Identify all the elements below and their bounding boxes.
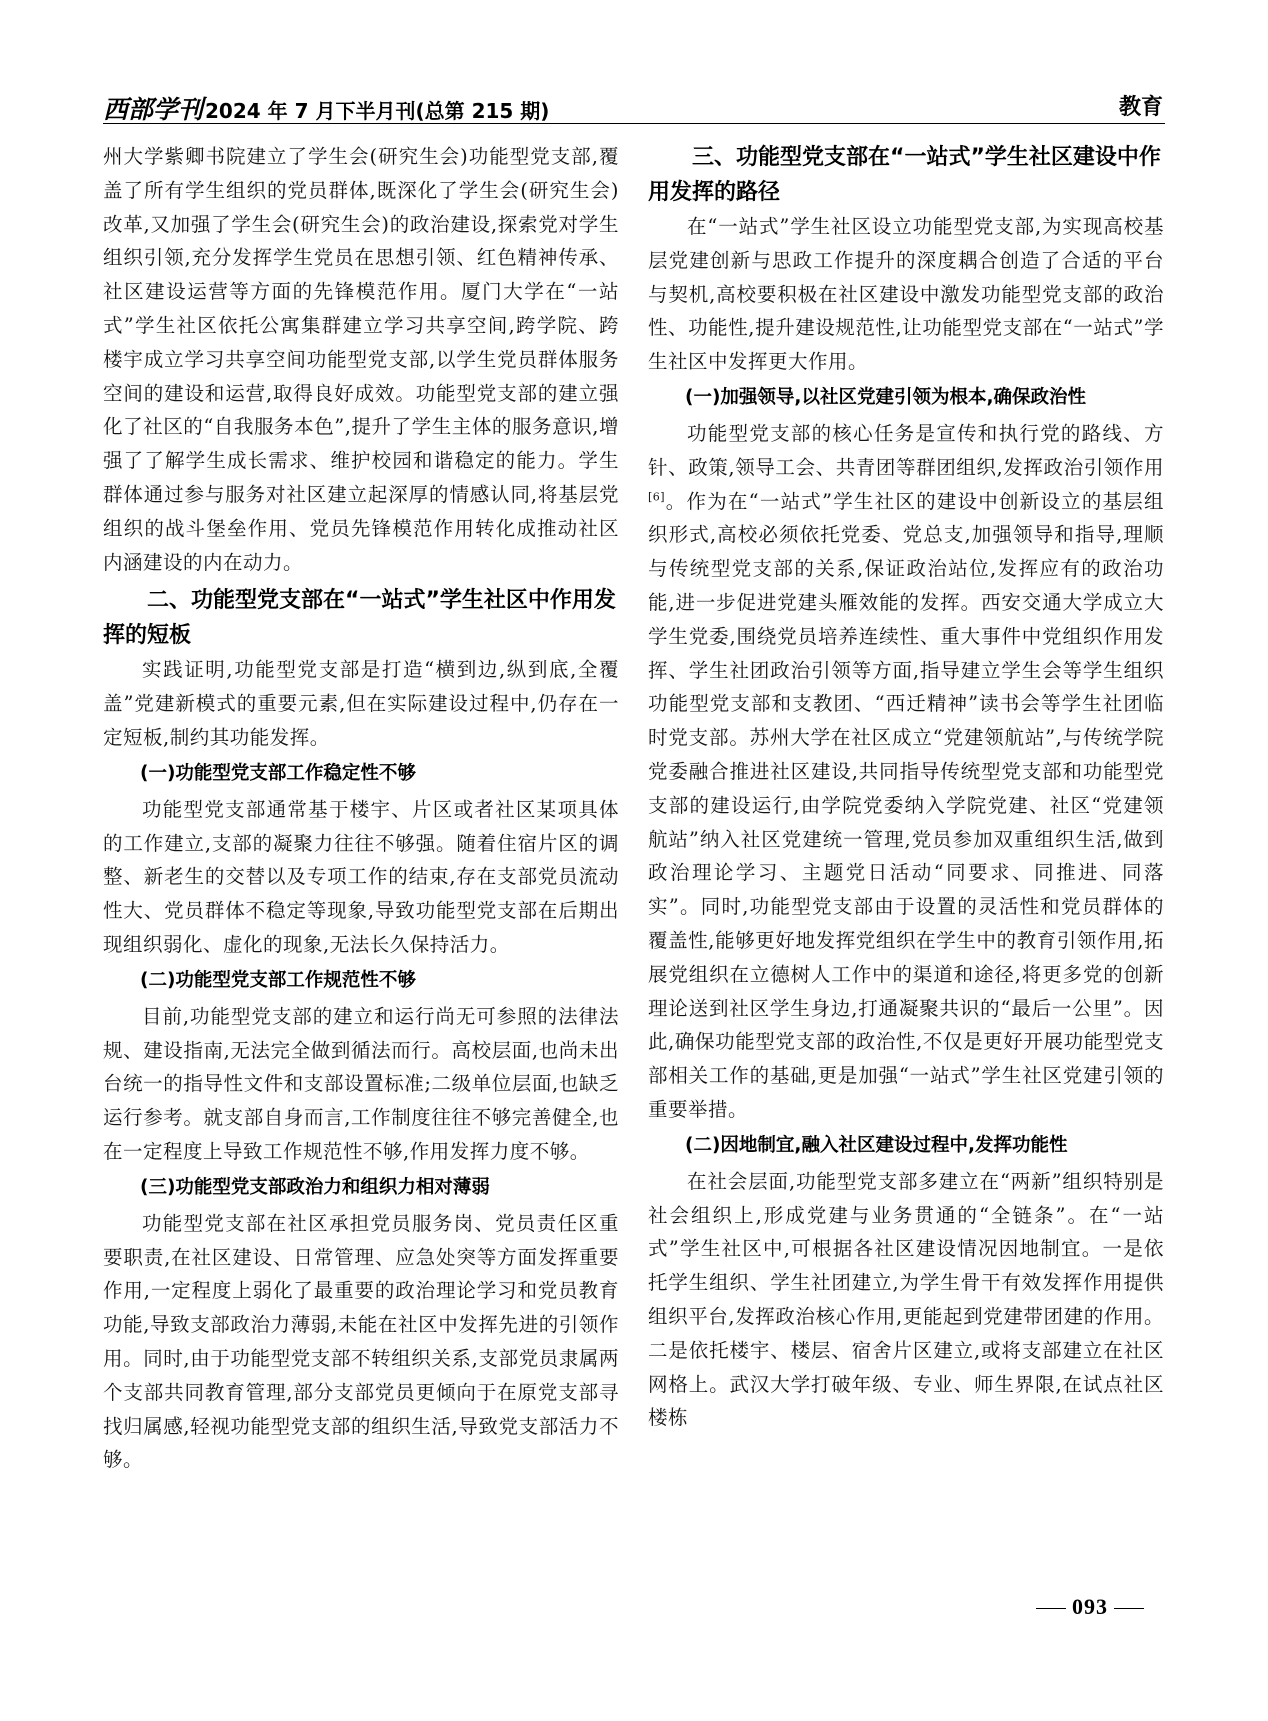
paragraph: 在“一站式”学生社区设立功能型党支部,为实现高校基层党建创新与思政工作提升的深度耦合创造了合适的平台与契机,高校要积极在社区建设中激发功能型党支部的政治性、功能性,提升建设规范性,让功能型党支部在“一站式”学生社区中发挥更大作用。 [648,215,1164,374]
paragraph: 目前,功能型党支部的建立和运行尚无可参照的法律法规、建设指南,无法完全做到循法而行。高校层面,也尚未出台统一的指导性文件和支部设置标准;二级单位层面,也缺乏运行参考。就支部自身而言,工作制度往往不够完善健全,也在一定程度上导致工作规范性不够,作用发挥力度不够。 [103,1004,619,1163]
page-number-footer [1030,1594,1150,1620]
paragraph-text: 。作为在“一站式”学生社区的建设中创新设立的基层组织形式,高校必须依托党委、党总支,加强领导和指导,理顺与传统型党支部的关系,保证政治站位,发挥应有的政治功能,进一步促进党建头雁效能的发挥。西安交通大学成立大学生党委,围绕党员培养连续性、重大事件中党组织作用发挥、学生社团政治引领等方面,指导建立学生会等学生组织功能型党支部和支教团、“西迁精神”读书会等学生社团临时党支部。苏州大学在社区成立“党建领航站”,与传统学院党委融合推进社区建设,共同指导传统型党支部和功能型党支部的建设运行,由学院党委纳入学院党建、社区“党建领航站”纳入社区党建统一管理,党员参加双重组织生活,做到政治理论学习、主题党日活动“同要求、同推进、同落实”。同时,功能型党支部由于设置的灵活性和党员群体的覆盖性,能够更好地发挥党组织在学生中的教育引领作用,拓展党组织在立德树人工作中的渠道和途径,将更多党的创新理论送到社区学生身边,打通凝聚共识的“最后一公里”。因此,确保功能型党支部的政治性,不仅是更好开展功能型党支部相关工作的基础,更是加强“一站式”学生社区党建引领的重要举措。 [648,489,1164,1121]
header-left [103,90,549,126]
paragraph: 功能型党支部通常基于楼宇、片区或者社区某项具体的工作建立,支部的凝聚力往往不够强。随着住宿片区的调整、新老生的交替以及专项工作的结束,存在支部党员流动性大、党员群体不稳定等现象,导致功能型党支部在后期出现组织弱化、虚化的现象,无法长久保持活力。 [103,797,619,956]
dash-right [1114,1608,1144,1609]
paragraph [648,417,1164,1127]
section-name: 教育 [1118,95,1163,120]
subsection-heading: (二)因地制宜,融入社区建设过程中,发挥功能性 [685,1134,1068,1156]
page-number: 093 [1072,1594,1108,1619]
section-heading: 三、功能型党支部在“一站式”学生社区建设中作用发挥的路径 [648,145,1161,205]
running-header [103,84,1165,124]
paragraph: 功能型党支部在社区承担党员服务岗、党员责任区重要职责,在社区建设、日常管理、应急处突等方面发挥重要作用,一定程度上弱化了最重要的政治理论学习和党员教育功能,导致支部政治力薄弱,未能在社区中发挥先进的引领作用。同时,由于功能型党支部不转组织关系,支部党员隶属两个支部共同教育管理,部分支部党员更倾向于在原党支部寻找归属感,轻视功能型党支部的组织生活,导致党支部活力不够。 [103,1211,619,1472]
subsection-heading: (三)功能型党支部政治力和组织力相对薄弱 [140,1176,490,1198]
paragraph-text: 功能型党支部的核心任务是宣传和执行党的路线、方针、政策,领导工会、共青团等群团组织,发挥政治引领作用 [648,421,1164,479]
left-column [103,140,619,1477]
subsection-heading: (一)功能型党支部工作稳定性不够 [140,762,416,784]
dash-left [1036,1608,1066,1609]
journal-masthead: 西部学刊 [103,95,204,124]
subsection-heading: (二)功能型党支部工作规范性不够 [140,969,416,991]
subsection-heading: (一)加强领导,以社区党建引领为根本,确保政治性 [685,386,1086,408]
header-rule [103,123,1165,124]
paragraph: 实践证明,功能型党支部是打造“横到边,纵到底,全覆盖”党建新模式的重要元素,但在实际建设过程中,仍存在一定短板,制约其功能发挥。 [103,658,619,749]
right-column [648,140,1164,1435]
section-heading: 二、功能型党支部在“一站式”学生社区中作用发挥的短板 [103,588,616,649]
paragraph: 州大学紫卿书院建立了学生会(研究生会)功能型党支部,覆盖了所有学生组织的党员群体,既深化了学生会(研究生会)改革,又加强了学生会(研究生会)的政治建设,探索党对学生组织引领,充分发挥学生党员在思想引领、红色精神传承、社区建设运营等方面的先锋模范作用。厦门大学在“一站式”学生社区依托公寓集群建立学习共享空间,跨学院、跨楼宇成立学习共享空间功能型党支部,以学生党员群体服务空间的建设和运营,取得良好成效。功能型党支部的建立强化了社区的“自我服务本色”,提升了学生主体的服务意识,增强了了解学生成长需求、维护校园和谐稳定的能力。学生群体通过参与服务对社区建立起深厚的情感认同,将基层党组织的战斗堡垒作用、党员先锋模范作用转化成推动社区内涵建设的内在动力。 [103,145,619,574]
issue-info: 2024 年 7 月下半月刊(总第 215 期) [205,99,550,123]
citation-ref[interactable]: [6] [648,490,666,504]
paragraph: 在社会层面,功能型党支部多建立在“两新”组织特别是社会组织上,形成党建与业务贯通的“全链条”。在“一站式”学生社区中,可根据各社区建设情况因地制宜。一是依托学生组织、学生社团建立,为学生骨干有效发挥作用提供组织平台,发挥政治核心作用,更能起到党建带团建的作用。二是依托楼宇、楼层、宿舍片区建立,或将支部建立在社区网格上。武汉大学打破年级、专业、师生界限,在试点社区楼栋 [648,1169,1164,1430]
